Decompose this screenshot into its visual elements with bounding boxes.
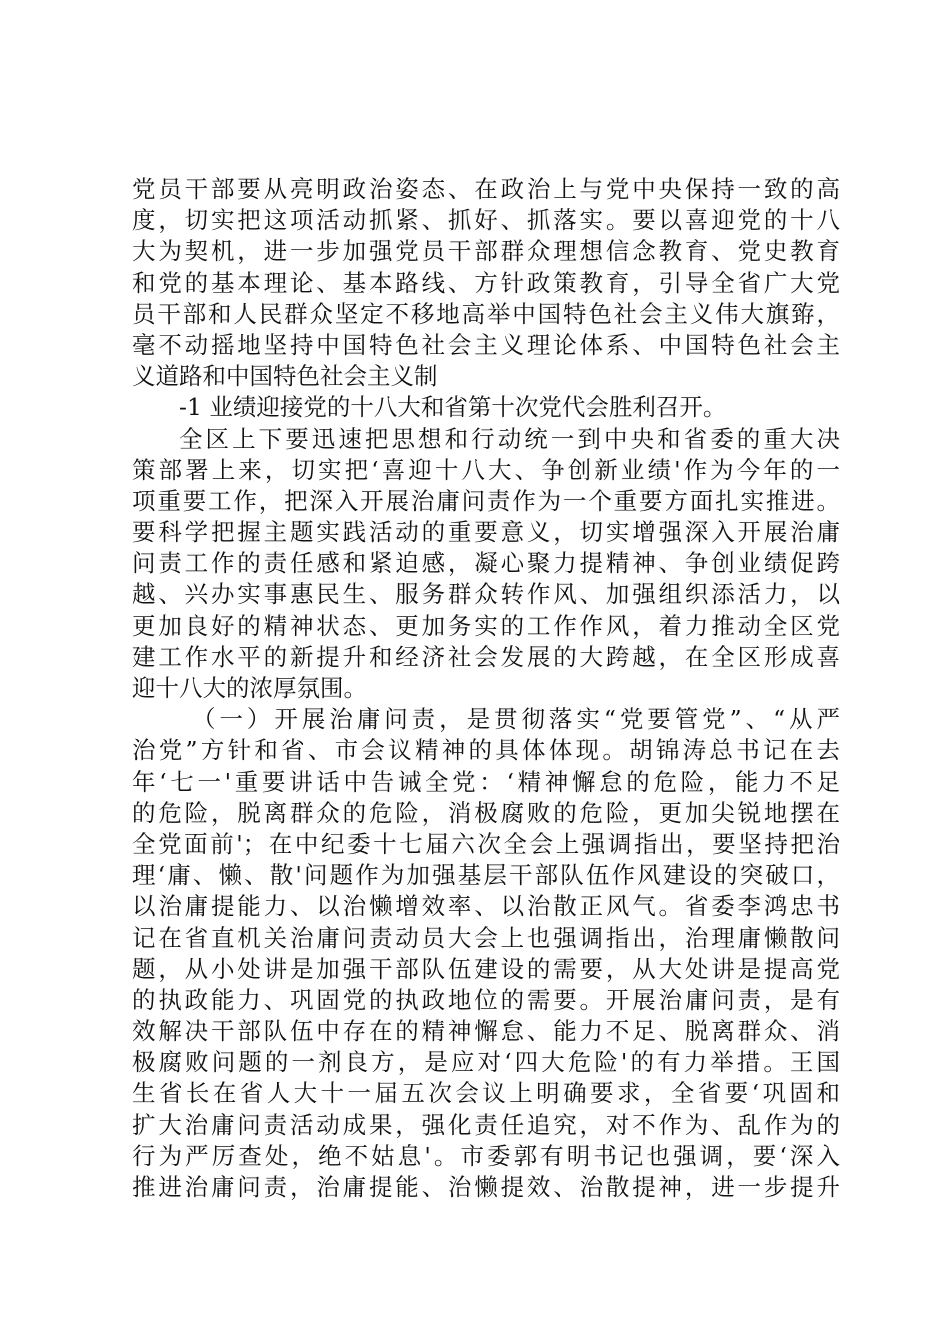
paragraph-3 <box>132 424 840 705</box>
text-line: 和党的基本理论、基本路线、方针政策教育，引导全省广大党 <box>132 268 840 297</box>
text-line: 的危险，脱离群众的危险，消极腐败的危险，更加尖锐地摆在 <box>132 798 840 827</box>
paragraph-4 <box>132 704 840 1203</box>
paragraph-2 <box>132 392 840 423</box>
text-line: 越、兴办实事惠民生、服务群众转作风、加强组织添活力，以 <box>132 580 840 609</box>
text-line: 行为严厉查处，绝不姑息'。市委郭有明书记也强调，要‘深入 <box>132 1141 840 1170</box>
text-line: 项重要工作，把深入开展治庸问责作为一个重要方面扎实推进。 <box>132 486 840 515</box>
text-line: 要科学把握主题实践活动的重要意义，切实增强深入开展治庸 <box>132 518 840 547</box>
text-line: 党员干部要从亮明政治姿态、在政治上与党中央保持一致的高 <box>132 175 840 203</box>
text-line: 全区上下要迅速把思想和行动统一到中央和省委的重大决 <box>179 424 840 453</box>
text-line: 毫不动摇地坚持中国特色社会主义理论体系、中国特色社会主 <box>132 330 840 359</box>
text-line: 迎十八大的浓厚氛围。 <box>132 674 367 702</box>
text-line: （一）开展治庸问责，是贯彻落实“党要管党”、“从严 <box>192 705 840 734</box>
text-line: 治党”方针和省、市会议精神的具体体现。胡锦涛总书记在去 <box>132 736 840 765</box>
text-line: 年‘七一'重要讲话中告诫全党：‘精神懈怠的危险，能力不足 <box>132 767 840 796</box>
text-line: 扩大治庸问责活动成果，强化责任追究，对不作为、乱作为的 <box>132 1110 840 1139</box>
paragraph-1 <box>132 174 840 392</box>
text-line: 问责工作的责任感和紧迫感，凝心聚力提精神、争创业绩促跨 <box>132 549 840 578</box>
text-line: 全党面前'；在中纪委十七届六次全会上强调指出，要坚持把治 <box>132 829 840 858</box>
text-line: 以治庸提能力、以治懒增效率、以治散正风气。省委李鸿忠书 <box>132 892 840 921</box>
text-line: 题，从小处讲是加强干部队伍建设的需要，从大处讲是提高党 <box>132 954 840 983</box>
document-body <box>132 174 840 1203</box>
text-line: 义道路和中国特色社会主义制 <box>132 362 438 391</box>
text-line: 效解决干部队伍中存在的精神懈怠、能力不足、脱离群众、消 <box>132 1017 840 1046</box>
text-line: 更加良好的精神状态、更加务实的工作作风，着力推动全区党 <box>132 611 840 640</box>
text-line: 策部署上来，切实把‘喜迎十八大、争创新业绩'作为今年的一 <box>132 455 840 484</box>
text-line: 记在省直机关治庸问责动员大会上也强调指出，治理庸懒散问 <box>132 923 840 952</box>
text-line: -1 业绩迎接党的十八大和省第十次党代会胜利召开。 <box>179 393 727 422</box>
text-line: 大为契机，进一步加强党员干部群众理想信念教育、党史教育 <box>132 237 840 266</box>
text-line: 推进治庸问责，治庸提能、治懒提效、治散提神，进一步提升 <box>132 1173 840 1201</box>
text-line: 员干部和人民群众坚定不移地高举中国特色社会主义伟大旗臶， <box>132 299 840 328</box>
text-line: 的执政能力、巩固党的执政地位的需要。开展治庸问责，是有 <box>132 985 840 1014</box>
text-line: 度，切实把这项活动抓紧、抓好、抓落实。要以喜迎党的十八 <box>132 206 840 235</box>
text-line: 极腐败问题的一剂良方，是应对‘四大危险'的有力举措。王国 <box>132 1048 840 1077</box>
text-line: 建工作水平的新提升和经济社会发展的大跨越，在全区形成喜 <box>132 642 840 671</box>
text-line: 理‘庸、懒、散'问题作为加强基层干部队伍作风建设的突破口， <box>132 861 840 890</box>
text-line: 生省长在省人大十一届五次会议上明确要求，全省要‘巩固和 <box>132 1079 840 1108</box>
